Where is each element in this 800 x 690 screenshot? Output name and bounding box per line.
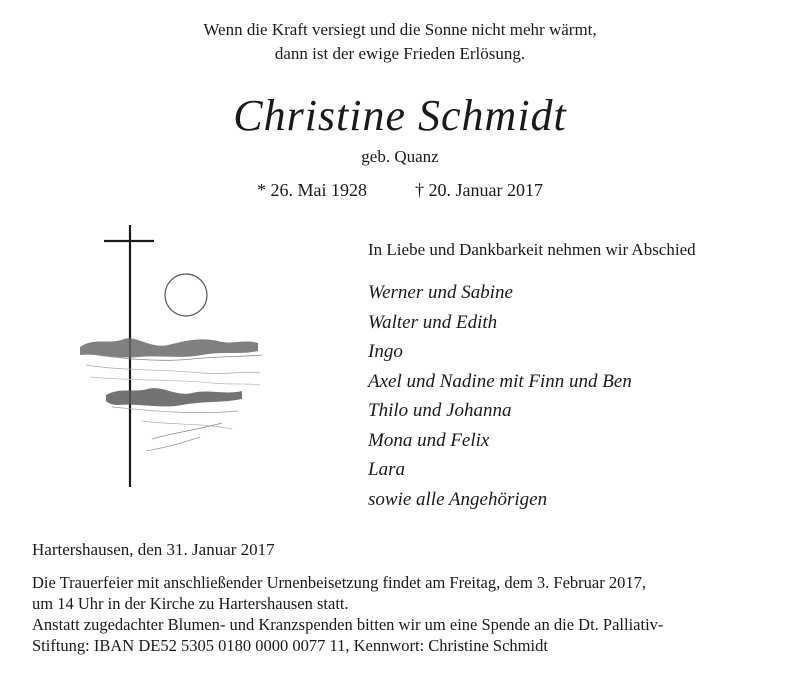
list-item: Axel und Nadine mit Finn und Ben: [368, 370, 632, 392]
list-item: Werner und Sabine: [368, 282, 513, 303]
info-line-1: Die Trauerfeier mit anschließender Urnenbeisetzung findet am Freitag, dem 3. Februar 2017,: [32, 573, 646, 592]
birth-date: * 26. Mai 1928: [257, 180, 367, 200]
list-item: Lara: [368, 459, 405, 480]
info-line-4: Stiftung: IBAN DE52 5305 0180 0000 0077 11, Kennwort: Christine Schmidt: [32, 636, 548, 655]
deceased-name: Christine Schmidt: [233, 91, 567, 140]
mourner-list: [368, 278, 632, 514]
list-item: sowie alle Angehörigen: [368, 488, 548, 510]
funeral-info: [32, 572, 663, 656]
info-line-2: um 14 Uhr in der Kirche zu Hartershausen statt.: [32, 594, 349, 613]
maiden-name: geb. Quanz: [361, 147, 439, 166]
list-item: Thilo und Johanna: [368, 400, 512, 421]
death-date: † 20. Januar 2017: [415, 180, 543, 200]
list-item: Walter und Edith: [368, 311, 498, 333]
poem: [0, 18, 800, 66]
list-item: Mona und Felix: [368, 429, 490, 451]
place-date: Hartershausen, den 31. Januar 2017: [32, 540, 275, 559]
farewell-text: In Liebe und Dankbarkeit nehmen wir Abschied: [368, 240, 696, 259]
life-dates: [0, 180, 800, 201]
poem-line-1: Wenn die Kraft versiegt und die Sonne nicht mehr wärmt,: [203, 20, 597, 39]
info-line-3: Anstatt zugedachter Blumen- und Kranzspenden bitten wir um eine Spende an die Dt. Palliativ-: [32, 615, 664, 634]
list-item: Ingo: [368, 341, 403, 362]
cross-landscape-icon: [72, 225, 272, 495]
poem-line-2: dann ist der ewige Frieden Erlösung.: [274, 44, 526, 63]
